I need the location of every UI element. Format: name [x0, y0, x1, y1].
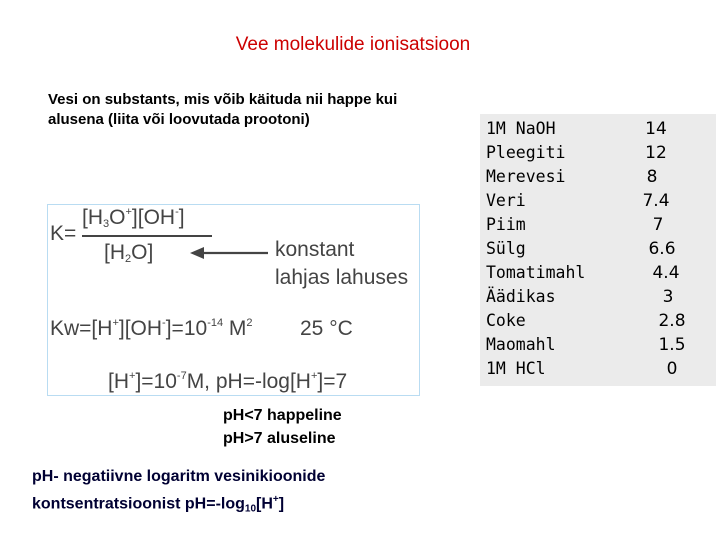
ph-table-row [480, 263, 716, 287]
ph-value: 14 [645, 119, 667, 139]
annotation-line2: lahjas lahuses [275, 266, 409, 289]
ph-value: 6.6 [648, 239, 676, 259]
arrow-left-icon [188, 245, 268, 261]
ph-value: 8 [646, 167, 658, 187]
fraction-bar [82, 235, 212, 237]
formula-image [47, 204, 420, 396]
neutral-ph-formula: $[H^+]=10^{-7}M$, pH=-log[H+]=7 [108, 370, 348, 393]
ph-value: 4.4 [652, 263, 680, 283]
substance-name: Piim [486, 215, 526, 234]
ph-definition [32, 465, 325, 520]
annotation-line1: konstant [275, 238, 355, 261]
ph-value: 1.5 [658, 335, 686, 355]
ph-table [480, 114, 716, 386]
ph-table-row [480, 167, 716, 191]
substance-name: Sülg [486, 239, 526, 258]
ph-table-row [480, 311, 716, 335]
ph-table-row [480, 119, 716, 143]
ph-definition-line1: pH- negatiivne logaritm vesinikioonide [32, 468, 326, 485]
substance-name: Pleegiti [486, 143, 566, 162]
substance-name: Äädikas [486, 287, 556, 306]
substance-name: 1M HCl [486, 359, 546, 378]
ph-table-row [480, 215, 716, 239]
substance-name: Veri [486, 191, 526, 210]
substance-name: Coke [486, 311, 526, 330]
ph-value: 3 [662, 287, 674, 307]
temperature: 25 °C [300, 317, 353, 340]
substance-name: 1M NaOH [486, 119, 556, 138]
k-prefix: K= [50, 222, 77, 245]
substance-name: Maomahl [486, 335, 556, 354]
formula-denominator: $[H_2O]$ [104, 241, 154, 265]
ph-table-row [480, 287, 716, 311]
substance-name: Merevesi [486, 167, 566, 186]
ph-table-row [480, 191, 716, 215]
ph-value: 7.4 [642, 191, 670, 211]
ph-table-row [480, 359, 716, 383]
ph-rule-base: pH>7 aluseline [223, 430, 336, 447]
ph-definition-line2: kontsentratsioonist $pH=-\log_{10}[H^+]$ [32, 494, 285, 515]
kw-formula: $Kw=[H^+][OH^-]=10^{-14}$ $M^2$ [50, 317, 253, 340]
ph-table-row [480, 335, 716, 359]
intro-text: Vesi on substants, mis võib käituda nii happe kui alusena (liita või loovutada prootoni) [48, 91, 398, 128]
ph-value: 12 [645, 143, 667, 163]
formula-numerator: $[H_3O^+][OH^-]$ [82, 206, 185, 230]
substance-name: Tomatimahl [486, 263, 586, 282]
slide-title: Vee molekulide ionisatsioon [235, 34, 471, 55]
ph-rule-acid: pH<7 happeline [223, 407, 342, 424]
ph-rules [223, 404, 342, 450]
ph-value: 2.8 [658, 311, 686, 331]
ph-table-row [480, 239, 716, 263]
ph-value: 7 [652, 215, 664, 235]
ph-value: 0 [666, 359, 678, 379]
ph-table-row [480, 143, 716, 167]
